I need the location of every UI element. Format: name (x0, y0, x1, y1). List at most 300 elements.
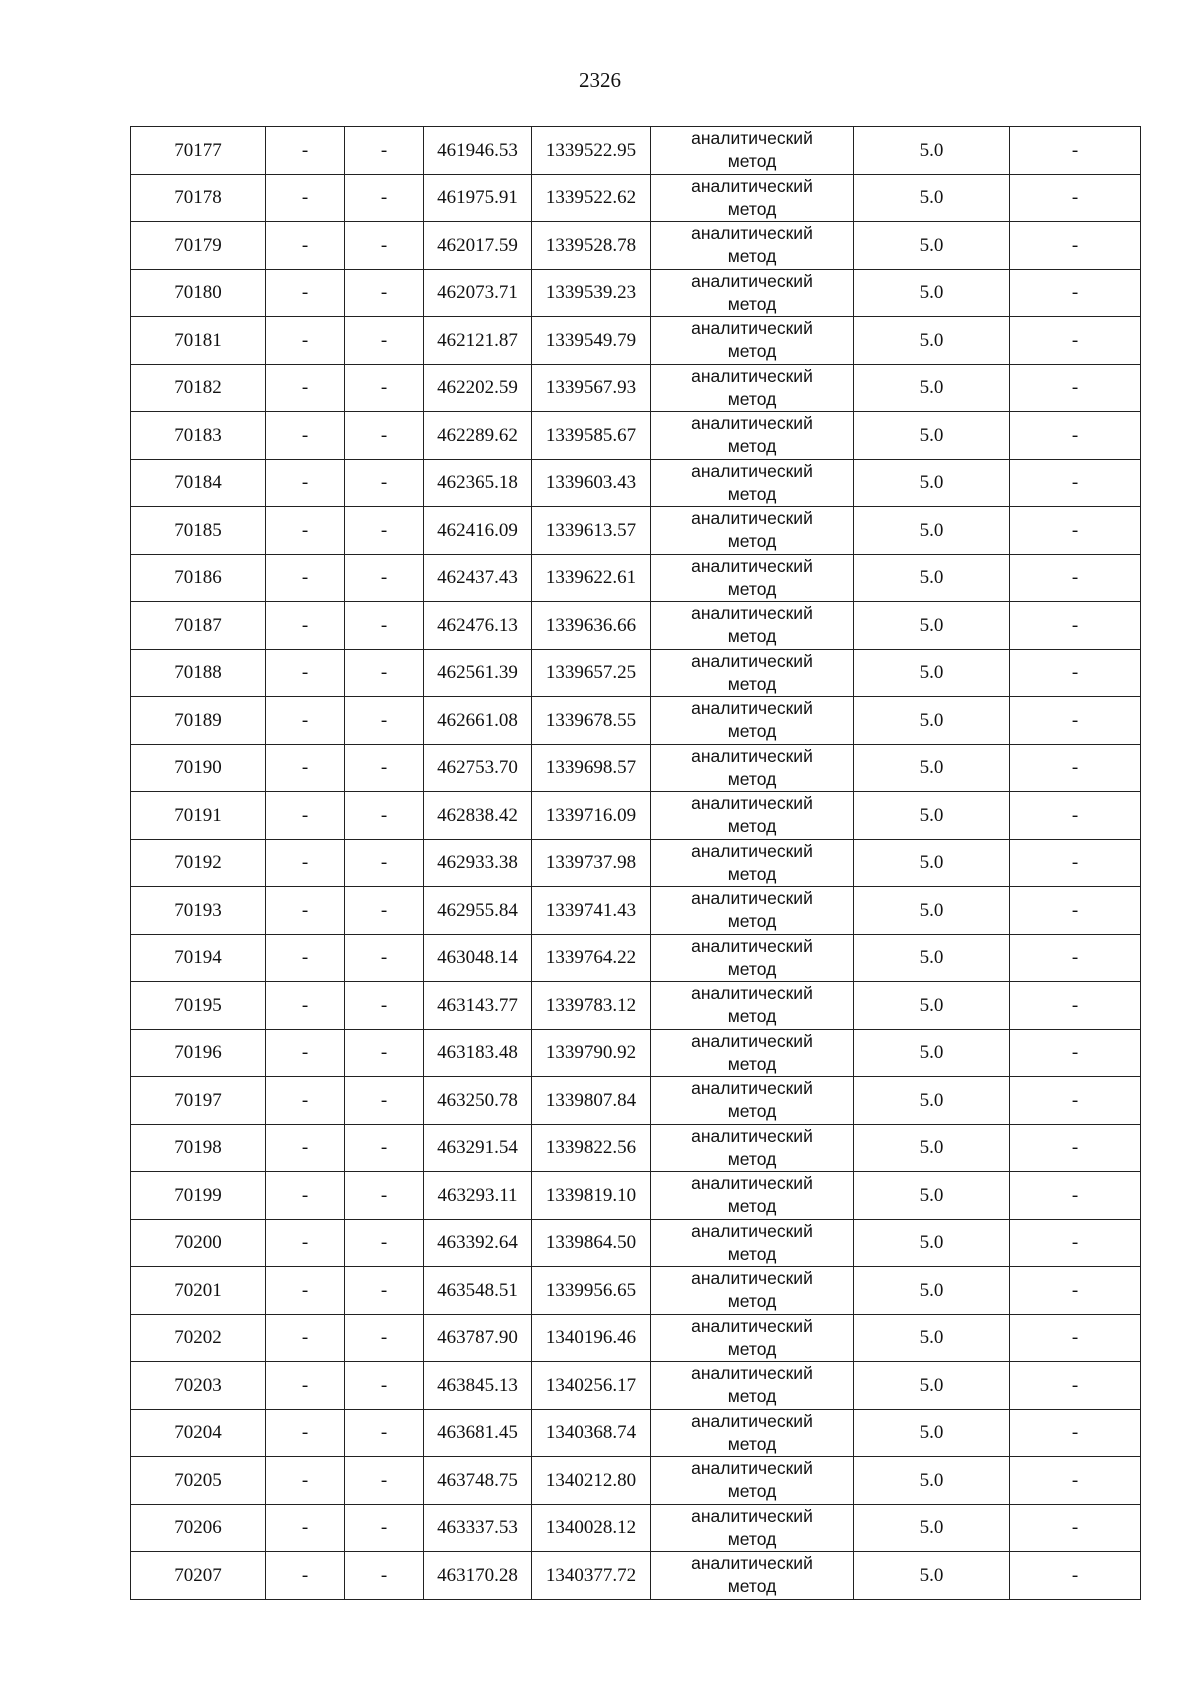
empty-dash-cell: - (266, 317, 345, 365)
empty-dash-cell: - (1010, 459, 1141, 507)
y-coordinate-cell: 1339864.50 (532, 1219, 651, 1267)
precision-value-cell: 5.0 (854, 982, 1010, 1030)
y-coordinate-cell: 1339657.25 (532, 649, 651, 697)
empty-dash-cell: - (266, 697, 345, 745)
method-text: аналитический метод (691, 175, 813, 219)
method-cell (651, 412, 854, 460)
x-coordinate-cell: 463143.77 (424, 982, 532, 1030)
point-number-cell: 70201 (131, 1267, 266, 1315)
empty-dash-cell: - (345, 1077, 424, 1125)
empty-dash-cell: - (266, 649, 345, 697)
point-number-cell: 70183 (131, 412, 266, 460)
x-coordinate-cell: 463183.48 (424, 1029, 532, 1077)
point-number-cell: 70204 (131, 1409, 266, 1457)
precision-value-cell: 5.0 (854, 1219, 1010, 1267)
method-cell (651, 1314, 854, 1362)
empty-dash-cell: - (345, 1172, 424, 1220)
x-coordinate-cell: 462933.38 (424, 839, 532, 887)
empty-dash-cell: - (1010, 317, 1141, 365)
method-cell (651, 839, 854, 887)
empty-dash-cell: - (1010, 1172, 1141, 1220)
point-number-cell: 70184 (131, 459, 266, 507)
empty-dash-cell: - (266, 934, 345, 982)
table-row (131, 1314, 1141, 1362)
method-cell (651, 269, 854, 317)
method-cell (651, 602, 854, 650)
table-row (131, 507, 1141, 555)
point-number-cell: 70181 (131, 317, 266, 365)
x-coordinate-cell: 463291.54 (424, 1124, 532, 1172)
method-cell (651, 507, 854, 555)
empty-dash-cell: - (345, 1124, 424, 1172)
empty-dash-cell: - (1010, 1362, 1141, 1410)
precision-value-cell: 5.0 (854, 1314, 1010, 1362)
point-number-cell: 70179 (131, 222, 266, 270)
precision-value-cell: 5.0 (854, 934, 1010, 982)
point-number-cell: 70197 (131, 1077, 266, 1125)
method-text: аналитический метод (691, 1363, 813, 1407)
table-row (131, 697, 1141, 745)
point-number-cell: 70198 (131, 1124, 266, 1172)
x-coordinate-cell: 462289.62 (424, 412, 532, 460)
x-coordinate-cell: 462753.70 (424, 744, 532, 792)
empty-dash-cell: - (345, 744, 424, 792)
empty-dash-cell: - (345, 317, 424, 365)
point-number-cell: 70200 (131, 1219, 266, 1267)
empty-dash-cell: - (345, 1552, 424, 1600)
empty-dash-cell: - (1010, 1552, 1141, 1600)
method-cell (651, 1362, 854, 1410)
empty-dash-cell: - (1010, 697, 1141, 745)
point-number-cell: 70194 (131, 934, 266, 982)
method-cell (651, 1077, 854, 1125)
empty-dash-cell: - (266, 459, 345, 507)
y-coordinate-cell: 1340196.46 (532, 1314, 651, 1362)
empty-dash-cell: - (266, 1219, 345, 1267)
precision-value-cell: 5.0 (854, 602, 1010, 650)
precision-value-cell: 5.0 (854, 1457, 1010, 1505)
precision-value-cell: 5.0 (854, 1552, 1010, 1600)
precision-value-cell: 5.0 (854, 1077, 1010, 1125)
method-cell (651, 364, 854, 412)
table-row (131, 1267, 1141, 1315)
point-number-cell: 70186 (131, 554, 266, 602)
method-cell (651, 127, 854, 175)
empty-dash-cell: - (1010, 1124, 1141, 1172)
table-row (131, 174, 1141, 222)
method-cell (651, 222, 854, 270)
method-text: аналитический метод (691, 318, 813, 362)
table-row (131, 554, 1141, 602)
method-text: аналитический метод (691, 888, 813, 932)
x-coordinate-cell: 461975.91 (424, 174, 532, 222)
table-row (131, 649, 1141, 697)
empty-dash-cell: - (345, 792, 424, 840)
empty-dash-cell: - (266, 1314, 345, 1362)
empty-dash-cell: - (345, 1409, 424, 1457)
empty-dash-cell: - (1010, 1409, 1141, 1457)
method-cell (651, 744, 854, 792)
method-cell (651, 1457, 854, 1505)
precision-value-cell: 5.0 (854, 697, 1010, 745)
y-coordinate-cell: 1339790.92 (532, 1029, 651, 1077)
precision-value-cell: 5.0 (854, 364, 1010, 412)
empty-dash-cell: - (345, 1267, 424, 1315)
precision-value-cell: 5.0 (854, 1124, 1010, 1172)
empty-dash-cell: - (266, 744, 345, 792)
method-text: аналитический метод (691, 1505, 813, 1549)
point-number-cell: 70188 (131, 649, 266, 697)
point-number-cell: 70193 (131, 887, 266, 935)
method-cell (651, 1029, 854, 1077)
empty-dash-cell: - (266, 507, 345, 555)
method-cell (651, 1504, 854, 1552)
empty-dash-cell: - (1010, 1267, 1141, 1315)
table-row (131, 317, 1141, 365)
empty-dash-cell: - (266, 364, 345, 412)
table-row (131, 602, 1141, 650)
empty-dash-cell: - (266, 602, 345, 650)
method-text: аналитический метод (691, 270, 813, 314)
precision-value-cell: 5.0 (854, 792, 1010, 840)
precision-value-cell: 5.0 (854, 222, 1010, 270)
table-body (131, 127, 1141, 1600)
precision-value-cell: 5.0 (854, 174, 1010, 222)
precision-value-cell: 5.0 (854, 1409, 1010, 1457)
method-cell (651, 1552, 854, 1600)
empty-dash-cell: - (345, 602, 424, 650)
x-coordinate-cell: 463048.14 (424, 934, 532, 982)
empty-dash-cell: - (345, 269, 424, 317)
empty-dash-cell: - (345, 127, 424, 175)
table-row (131, 127, 1141, 175)
y-coordinate-cell: 1339764.22 (532, 934, 651, 982)
point-number-cell: 70180 (131, 269, 266, 317)
x-coordinate-cell: 461946.53 (424, 127, 532, 175)
empty-dash-cell: - (1010, 792, 1141, 840)
method-cell (651, 982, 854, 1030)
empty-dash-cell: - (266, 1409, 345, 1457)
y-coordinate-cell: 1339622.61 (532, 554, 651, 602)
table-row (131, 934, 1141, 982)
method-text: аналитический метод (691, 745, 813, 789)
x-coordinate-cell: 463337.53 (424, 1504, 532, 1552)
table-row (131, 1219, 1141, 1267)
method-text: аналитический метод (691, 1030, 813, 1074)
table-row (131, 1172, 1141, 1220)
empty-dash-cell: - (345, 459, 424, 507)
x-coordinate-cell: 463787.90 (424, 1314, 532, 1362)
method-text: аналитический метод (691, 793, 813, 837)
table-row (131, 1029, 1141, 1077)
y-coordinate-cell: 1339613.57 (532, 507, 651, 555)
x-coordinate-cell: 462416.09 (424, 507, 532, 555)
y-coordinate-cell: 1339807.84 (532, 1077, 651, 1125)
empty-dash-cell: - (1010, 1219, 1141, 1267)
empty-dash-cell: - (266, 887, 345, 935)
table-row (131, 1077, 1141, 1125)
point-number-cell: 70196 (131, 1029, 266, 1077)
empty-dash-cell: - (1010, 982, 1141, 1030)
empty-dash-cell: - (345, 412, 424, 460)
method-text: аналитический метод (691, 1268, 813, 1312)
x-coordinate-cell: 463170.28 (424, 1552, 532, 1600)
page-number: 2326 (579, 68, 621, 92)
table-row (131, 222, 1141, 270)
y-coordinate-cell: 1340212.80 (532, 1457, 651, 1505)
empty-dash-cell: - (266, 1172, 345, 1220)
empty-dash-cell: - (345, 887, 424, 935)
point-number-cell: 70185 (131, 507, 266, 555)
table-row (131, 792, 1141, 840)
empty-dash-cell: - (266, 1267, 345, 1315)
y-coordinate-cell: 1339737.98 (532, 839, 651, 887)
point-number-cell: 70189 (131, 697, 266, 745)
table-row (131, 1409, 1141, 1457)
x-coordinate-cell: 463681.45 (424, 1409, 532, 1457)
method-cell (651, 934, 854, 982)
empty-dash-cell: - (1010, 1314, 1141, 1362)
y-coordinate-cell: 1340368.74 (532, 1409, 651, 1457)
method-text: аналитический метод (691, 460, 813, 504)
table-row (131, 839, 1141, 887)
x-coordinate-cell: 462073.71 (424, 269, 532, 317)
empty-dash-cell: - (1010, 744, 1141, 792)
empty-dash-cell: - (266, 554, 345, 602)
method-text: аналитический метод (691, 555, 813, 599)
precision-value-cell: 5.0 (854, 554, 1010, 602)
y-coordinate-cell: 1339822.56 (532, 1124, 651, 1172)
precision-value-cell: 5.0 (854, 744, 1010, 792)
method-cell (651, 1172, 854, 1220)
method-cell (651, 649, 854, 697)
method-text: аналитический метод (691, 603, 813, 647)
x-coordinate-cell: 463293.11 (424, 1172, 532, 1220)
empty-dash-cell: - (345, 697, 424, 745)
precision-value-cell: 5.0 (854, 269, 1010, 317)
method-cell (651, 174, 854, 222)
precision-value-cell: 5.0 (854, 459, 1010, 507)
method-cell (651, 1267, 854, 1315)
empty-dash-cell: - (1010, 649, 1141, 697)
y-coordinate-cell: 1339678.55 (532, 697, 651, 745)
empty-dash-cell: - (266, 1457, 345, 1505)
empty-dash-cell: - (345, 1362, 424, 1410)
table-row (131, 1362, 1141, 1410)
empty-dash-cell: - (345, 222, 424, 270)
precision-value-cell: 5.0 (854, 839, 1010, 887)
table-row (131, 982, 1141, 1030)
method-text: аналитический метод (691, 1410, 813, 1454)
empty-dash-cell: - (1010, 839, 1141, 887)
y-coordinate-cell: 1339528.78 (532, 222, 651, 270)
y-coordinate-cell: 1339549.79 (532, 317, 651, 365)
empty-dash-cell: - (345, 934, 424, 982)
precision-value-cell: 5.0 (854, 127, 1010, 175)
method-text: аналитический метод (691, 223, 813, 267)
x-coordinate-cell: 462561.39 (424, 649, 532, 697)
coordinates-table (130, 126, 1141, 1600)
precision-value-cell: 5.0 (854, 317, 1010, 365)
method-text: аналитический метод (691, 983, 813, 1027)
empty-dash-cell: - (1010, 554, 1141, 602)
method-text: аналитический метод (691, 1458, 813, 1502)
precision-value-cell: 5.0 (854, 649, 1010, 697)
precision-value-cell: 5.0 (854, 507, 1010, 555)
empty-dash-cell: - (1010, 507, 1141, 555)
precision-value-cell: 5.0 (854, 1267, 1010, 1315)
empty-dash-cell: - (266, 1077, 345, 1125)
method-cell (651, 792, 854, 840)
empty-dash-cell: - (1010, 412, 1141, 460)
empty-dash-cell: - (345, 1219, 424, 1267)
empty-dash-cell: - (266, 982, 345, 1030)
y-coordinate-cell: 1339567.93 (532, 364, 651, 412)
point-number-cell: 70177 (131, 127, 266, 175)
empty-dash-cell: - (266, 1504, 345, 1552)
precision-value-cell: 5.0 (854, 412, 1010, 460)
x-coordinate-cell: 463250.78 (424, 1077, 532, 1125)
table-row (131, 887, 1141, 935)
method-text: аналитический метод (691, 698, 813, 742)
x-coordinate-cell: 462838.42 (424, 792, 532, 840)
empty-dash-cell: - (266, 1124, 345, 1172)
precision-value-cell: 5.0 (854, 1504, 1010, 1552)
point-number-cell: 70206 (131, 1504, 266, 1552)
empty-dash-cell: - (1010, 364, 1141, 412)
x-coordinate-cell: 462365.18 (424, 459, 532, 507)
empty-dash-cell: - (266, 839, 345, 887)
empty-dash-cell: - (345, 364, 424, 412)
empty-dash-cell: - (345, 649, 424, 697)
table-row (131, 269, 1141, 317)
point-number-cell: 70178 (131, 174, 266, 222)
point-number-cell: 70187 (131, 602, 266, 650)
empty-dash-cell: - (1010, 127, 1141, 175)
method-cell (651, 697, 854, 745)
y-coordinate-cell: 1339956.65 (532, 1267, 651, 1315)
method-cell (651, 887, 854, 935)
x-coordinate-cell: 462017.59 (424, 222, 532, 270)
empty-dash-cell: - (1010, 1077, 1141, 1125)
empty-dash-cell: - (266, 127, 345, 175)
method-cell (651, 459, 854, 507)
empty-dash-cell: - (1010, 269, 1141, 317)
empty-dash-cell: - (1010, 222, 1141, 270)
empty-dash-cell: - (1010, 1504, 1141, 1552)
x-coordinate-cell: 462955.84 (424, 887, 532, 935)
x-coordinate-cell: 463845.13 (424, 1362, 532, 1410)
method-text: аналитический метод (691, 1220, 813, 1264)
method-text: аналитический метод (691, 1125, 813, 1169)
table-row (131, 412, 1141, 460)
method-text: аналитический метод (691, 413, 813, 457)
y-coordinate-cell: 1339522.95 (532, 127, 651, 175)
precision-value-cell: 5.0 (854, 1029, 1010, 1077)
point-number-cell: 70190 (131, 744, 266, 792)
empty-dash-cell: - (345, 982, 424, 1030)
y-coordinate-cell: 1340028.12 (532, 1504, 651, 1552)
point-number-cell: 70191 (131, 792, 266, 840)
empty-dash-cell: - (345, 1504, 424, 1552)
x-coordinate-cell: 462661.08 (424, 697, 532, 745)
empty-dash-cell: - (1010, 1029, 1141, 1077)
y-coordinate-cell: 1340377.72 (532, 1552, 651, 1600)
empty-dash-cell: - (266, 792, 345, 840)
method-text: аналитический метод (691, 508, 813, 552)
empty-dash-cell: - (266, 412, 345, 460)
point-number-cell: 70192 (131, 839, 266, 887)
method-cell (651, 1409, 854, 1457)
table-row (131, 744, 1141, 792)
empty-dash-cell: - (1010, 602, 1141, 650)
point-number-cell: 70203 (131, 1362, 266, 1410)
table-row (131, 459, 1141, 507)
x-coordinate-cell: 462437.43 (424, 554, 532, 602)
empty-dash-cell: - (345, 507, 424, 555)
empty-dash-cell: - (266, 1552, 345, 1600)
empty-dash-cell: - (345, 1457, 424, 1505)
x-coordinate-cell: 463748.75 (424, 1457, 532, 1505)
method-text: аналитический метод (691, 935, 813, 979)
precision-value-cell: 5.0 (854, 1172, 1010, 1220)
y-coordinate-cell: 1339636.66 (532, 602, 651, 650)
method-cell (651, 554, 854, 602)
empty-dash-cell: - (345, 839, 424, 887)
point-number-cell: 70205 (131, 1457, 266, 1505)
table-row (131, 1457, 1141, 1505)
method-text: аналитический метод (691, 128, 813, 172)
y-coordinate-cell: 1339741.43 (532, 887, 651, 935)
method-cell (651, 1219, 854, 1267)
method-cell (651, 1124, 854, 1172)
x-coordinate-cell: 462476.13 (424, 602, 532, 650)
empty-dash-cell: - (266, 1362, 345, 1410)
empty-dash-cell: - (266, 174, 345, 222)
point-number-cell: 70182 (131, 364, 266, 412)
y-coordinate-cell: 1339585.67 (532, 412, 651, 460)
y-coordinate-cell: 1339716.09 (532, 792, 651, 840)
point-number-cell: 70202 (131, 1314, 266, 1362)
empty-dash-cell: - (345, 1029, 424, 1077)
table-row (131, 1504, 1141, 1552)
method-text: аналитический метод (691, 365, 813, 409)
point-number-cell: 70199 (131, 1172, 266, 1220)
empty-dash-cell: - (1010, 934, 1141, 982)
empty-dash-cell: - (345, 1314, 424, 1362)
x-coordinate-cell: 463392.64 (424, 1219, 532, 1267)
empty-dash-cell: - (1010, 174, 1141, 222)
x-coordinate-cell: 462121.87 (424, 317, 532, 365)
empty-dash-cell: - (345, 554, 424, 602)
method-text: аналитический метод (691, 1173, 813, 1217)
y-coordinate-cell: 1339539.23 (532, 269, 651, 317)
empty-dash-cell: - (266, 222, 345, 270)
method-text: аналитический метод (691, 1315, 813, 1359)
empty-dash-cell: - (1010, 887, 1141, 935)
x-coordinate-cell: 463548.51 (424, 1267, 532, 1315)
y-coordinate-cell: 1339522.62 (532, 174, 651, 222)
method-cell (651, 317, 854, 365)
method-text: аналитический метод (691, 650, 813, 694)
precision-value-cell: 5.0 (854, 887, 1010, 935)
empty-dash-cell: - (266, 269, 345, 317)
point-number-cell: 70195 (131, 982, 266, 1030)
y-coordinate-cell: 1339698.57 (532, 744, 651, 792)
table-row (131, 364, 1141, 412)
y-coordinate-cell: 1339819.10 (532, 1172, 651, 1220)
point-number-cell: 70207 (131, 1552, 266, 1600)
